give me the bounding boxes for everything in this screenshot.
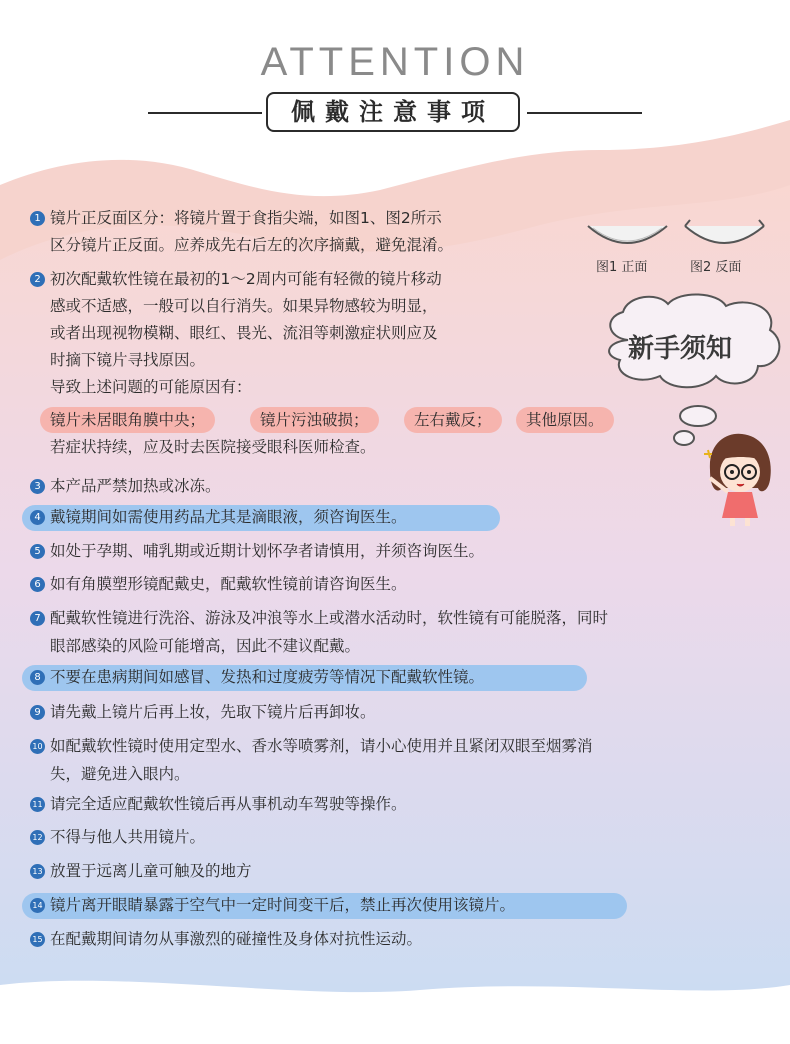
cartoon-girl-icon bbox=[700, 430, 780, 530]
item-text: 不要在患病期间如感冒、发热和过度疲劳等情况下配戴软性镜。 bbox=[50, 668, 485, 686]
header-divider-right bbox=[527, 112, 642, 114]
lens-back-icon bbox=[682, 218, 767, 258]
item-number-badge: 5 bbox=[30, 544, 45, 559]
item-number-badge: 6 bbox=[30, 577, 45, 592]
lens-front-icon bbox=[585, 218, 670, 258]
newbie-badge-text: 新手须知 bbox=[628, 334, 733, 364]
item-text: 请完全适应配戴软性镜后再从事机动车驾驶等操作。 bbox=[50, 795, 407, 813]
item-text: 如有角膜塑形镜配戴史，配戴软性镜前请咨询医生。 bbox=[50, 575, 407, 593]
item-text: 时摘下镜片寻找原因。 bbox=[50, 351, 206, 369]
item-number-badge: 10 bbox=[30, 739, 45, 754]
item-number-badge: 3 bbox=[30, 479, 45, 494]
item-number-badge: 1 bbox=[30, 211, 45, 226]
item-text: 不得与他人共用镜片。 bbox=[50, 828, 206, 846]
item-number-badge: 8 bbox=[30, 670, 45, 685]
item-text: 如配戴软性镜时使用定型水、香水等喷雾剂，请小心使用并且紧闭双眼至烟雾消 bbox=[50, 737, 593, 755]
item-text: 镜片离开眼睛暴露于空气中一定时间变干后，禁止再次使用该镜片。 bbox=[50, 896, 516, 914]
item-number-badge: 11 bbox=[30, 797, 45, 812]
header-title-box bbox=[266, 92, 520, 132]
header-title-cn: 佩戴注意事项 bbox=[291, 98, 495, 126]
header-title-en: ATTENTION bbox=[260, 40, 530, 84]
item-number-badge: 4 bbox=[30, 510, 45, 525]
figure-caption-back: 图2 反面 bbox=[690, 260, 742, 275]
cause-tag: 左右戴反； bbox=[404, 407, 502, 433]
item-text: 本产品严禁加热或冰冻。 bbox=[50, 477, 221, 495]
item-text: 放置于远离儿童可触及的地方 bbox=[50, 862, 252, 880]
item-text: 初次配戴软性镜在最初的1～2周内可能有轻微的镜片移动 bbox=[50, 270, 442, 288]
cause-tag: 镜片未居眼角膜中央； bbox=[40, 407, 215, 433]
item-text: 配戴软性镜进行洗浴、游泳及冲浪等水上或潜水活动时，软性镜有可能脱落，同时 bbox=[50, 609, 609, 627]
item-text: 在配戴期间请勿从事激烈的碰撞性及身体对抗性运动。 bbox=[50, 930, 423, 948]
item-number-badge: 13 bbox=[30, 864, 45, 879]
item-text: 眼部感染的风险可能增高，因此不建议配戴。 bbox=[50, 637, 361, 655]
item-text: 如处于孕期、哺乳期或近期计划怀孕者请慎用，并须咨询医生。 bbox=[50, 542, 485, 560]
item-text: 区分镜片正反面。应养成先右后左的次序摘戴，避免混淆。 bbox=[50, 236, 454, 254]
figure-caption-front: 图1 正面 bbox=[596, 260, 648, 275]
item-number-badge: 12 bbox=[30, 830, 45, 845]
item-text: 感或不适感，一般可以自行消失。如果异物感较为明显， bbox=[50, 297, 438, 315]
item-text: 或者出现视物模糊、眼红、畏光、流泪等刺激症状则应及 bbox=[50, 324, 438, 342]
item-number-badge: 2 bbox=[30, 272, 45, 287]
item-number-badge: 7 bbox=[30, 611, 45, 626]
item-number-badge: 9 bbox=[30, 705, 45, 720]
item-text: 导致上述问题的可能原因有： bbox=[50, 378, 252, 396]
item-number-badge: 14 bbox=[30, 898, 45, 913]
item-number-badge: 15 bbox=[30, 932, 45, 947]
item-text: 镜片正反面区分：将镜片置于食指尖端，如图1、图2所示 bbox=[50, 209, 442, 227]
cause-tag: 镜片污浊破损； bbox=[250, 407, 379, 433]
header-divider-left bbox=[148, 112, 262, 114]
item-text: 请先戴上镜片后再上妆，先取下镜片后再卸妆。 bbox=[50, 703, 376, 721]
item-text: 若症状持续，应及时去医院接受眼科医师检查。 bbox=[50, 438, 376, 456]
item-text: 戴镜期间如需使用药品尤其是滴眼液，须咨询医生。 bbox=[50, 508, 407, 526]
item-text: 失，避免进入眼内。 bbox=[50, 765, 190, 783]
cause-tag: 其他原因。 bbox=[516, 407, 614, 433]
